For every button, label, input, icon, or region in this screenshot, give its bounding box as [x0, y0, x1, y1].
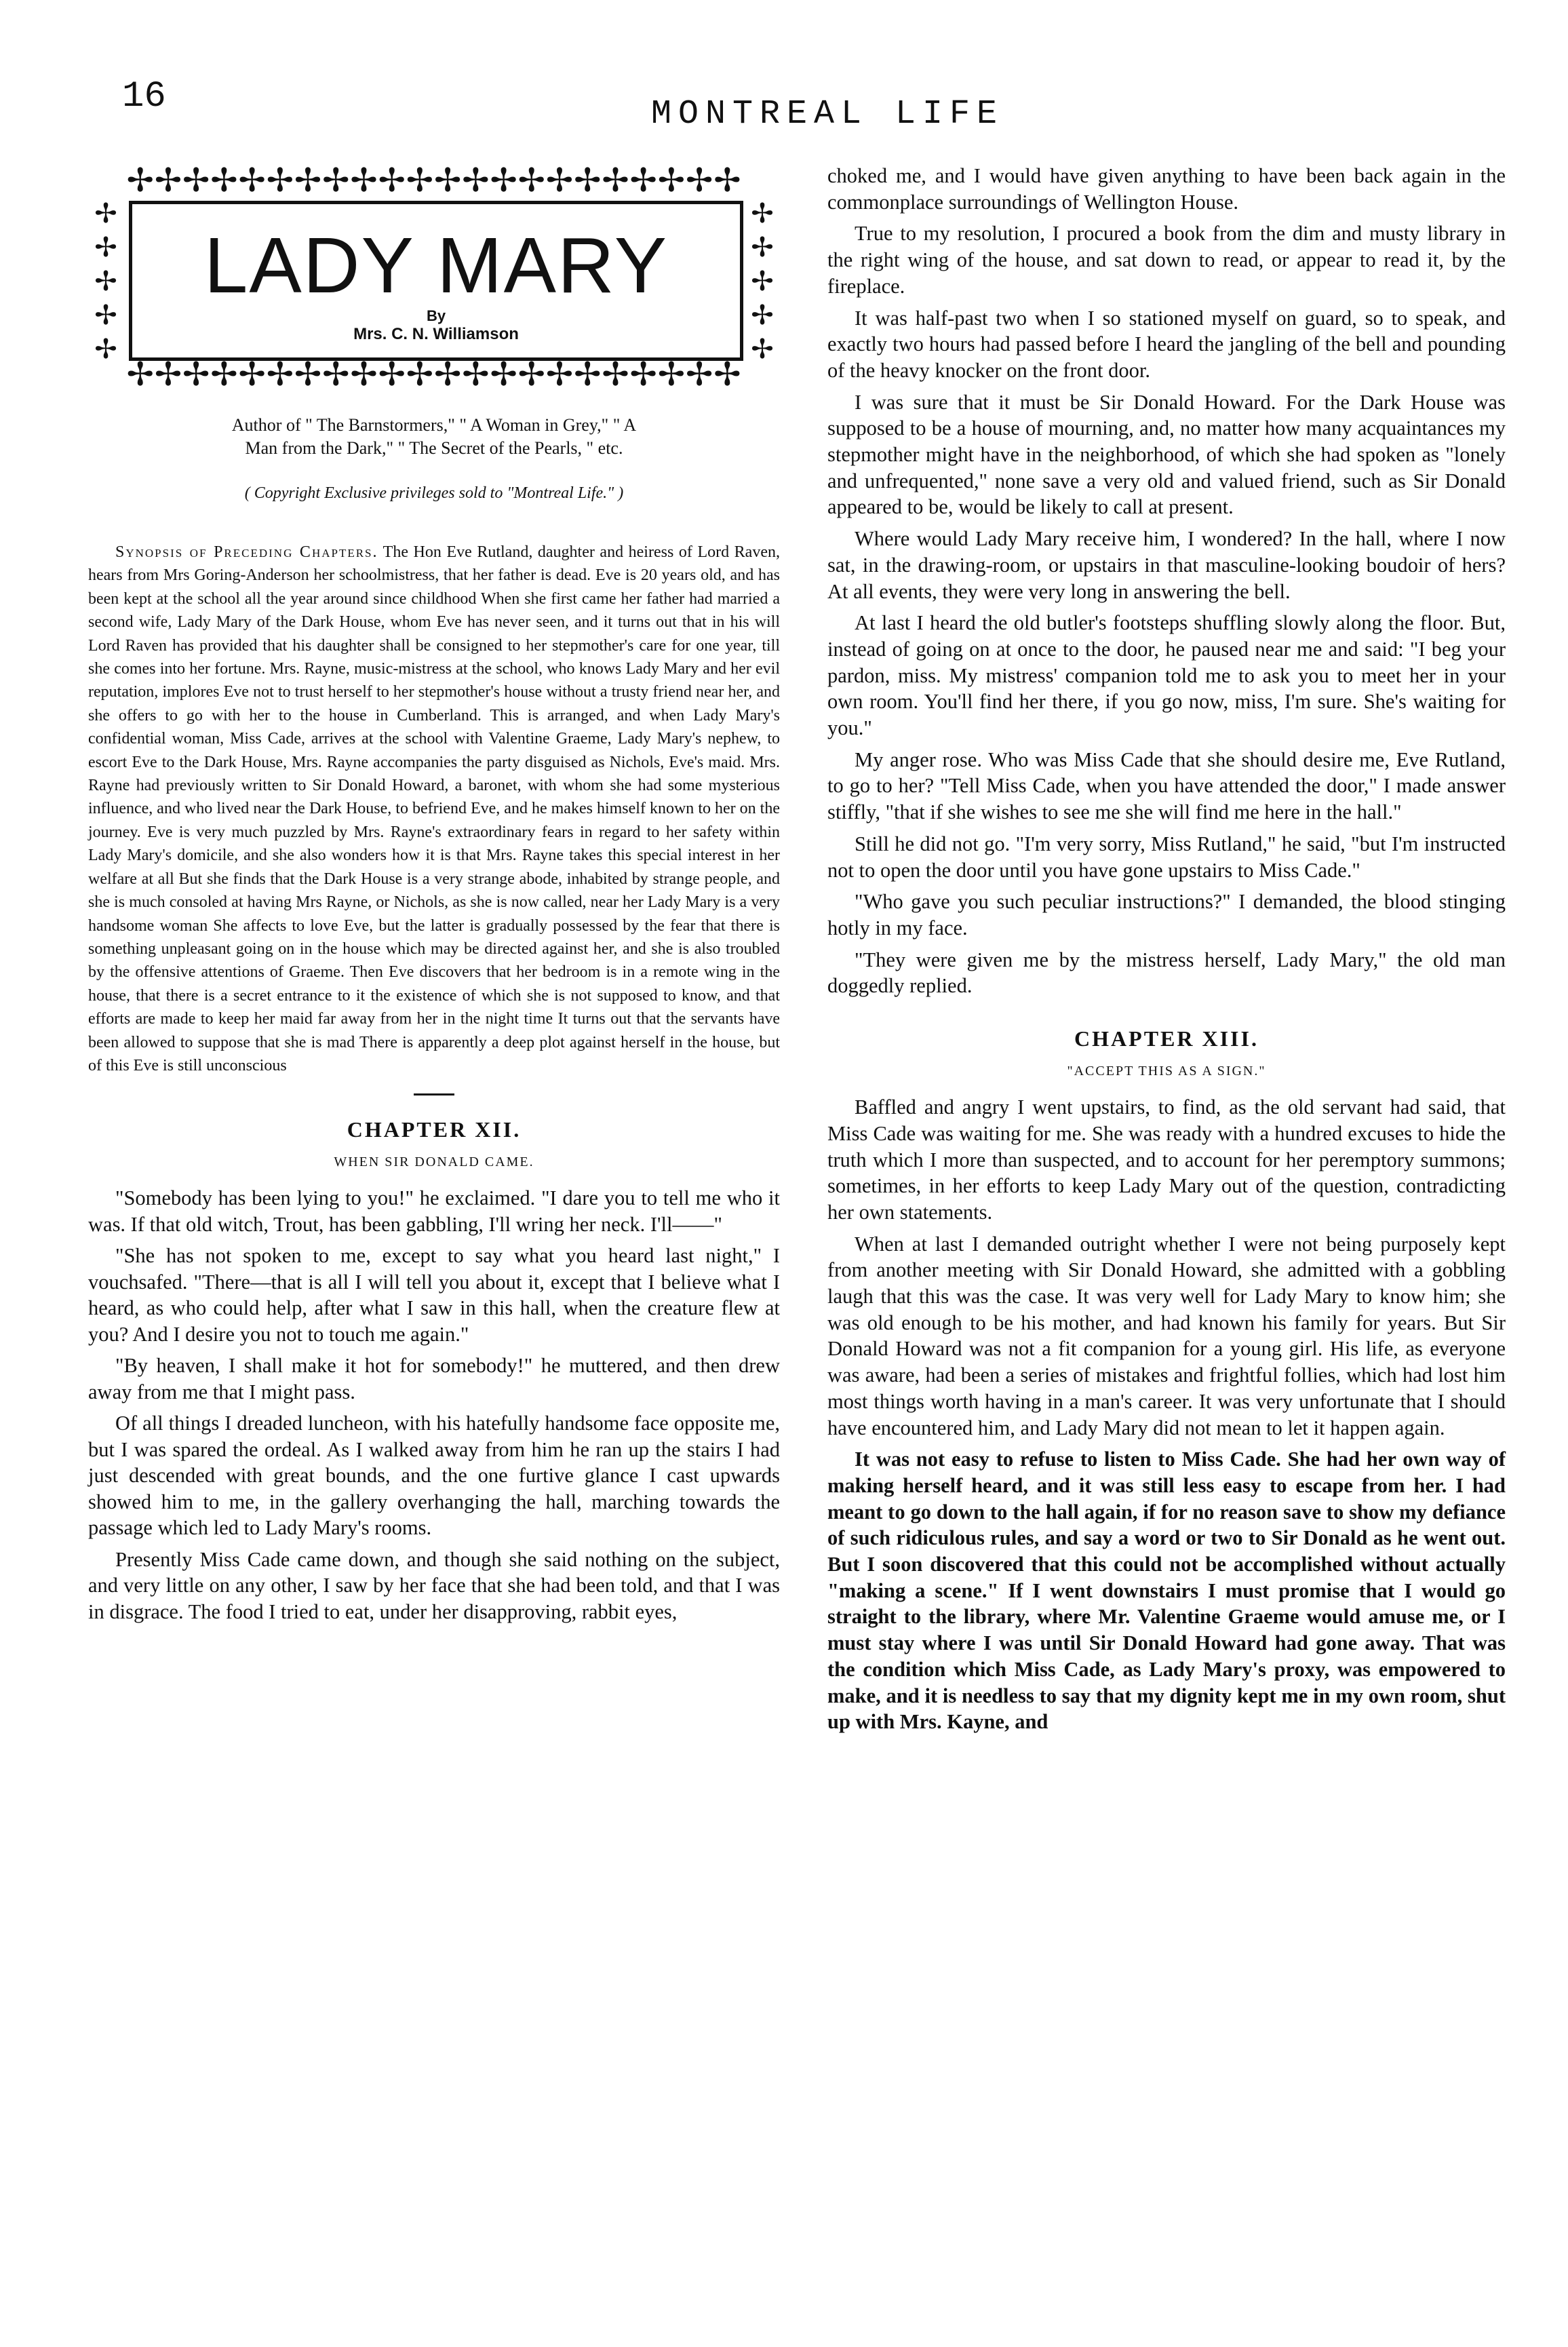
paragraph: Where would Lady Mary receive him, I wondered? In the hall, where I now sat, in the drawing-room, or upstairs in that masculine-looking boudoir of hers? At all events, they were very long in answering the bell.: [827, 527, 1506, 603]
paragraph: It was half-past two when I so stationed myself on guard, so to speak, and exactly two hours had passed before I heard the jangling of the bell and pounding of the heavy knocker on the front door.: [827, 306, 1506, 382]
paragraph: My anger rose. Who was Miss Cade that she should desire me, Eve Rutland, to go to her? "Tell Miss Cade, when you have attended the door," I made answer stiffly, "that if she wishes to see me she will find me here in the hall.": [827, 748, 1506, 824]
chapter-subtitle: "ACCEPT THIS AS A SIGN.": [1067, 1064, 1266, 1079]
ornament-border-left: ✢ ✢ ✢ ✢ ✢: [94, 198, 117, 364]
ornament-border-top: ✢✢✢✢✢✢✢✢✢✢✢✢✢✢✢✢✢✢✢✢✢✢: [126, 163, 742, 199]
page-number: 16: [122, 76, 166, 117]
paragraph: choked me, and I would have given anything to have been back again in the commonplace surroundings of Wellington House.: [827, 164, 1506, 214]
paragraph: "She has not spoken to me, except to say what you heard last night," I vouchsafed. "There—that is all I will tell you about it, except that I believe what I heard, as who could help, after what I saw in this hall, when the creature flew at you? And I desire you not to touch me again.": [88, 1244, 780, 1346]
copyright-notice: ( Copyright Exclusive privileges sold to "Montreal Life." ): [244, 484, 624, 502]
chapter-body-bold: [827, 1446, 1506, 1735]
synopsis-label: Synopsis of Preceding Chapters.: [115, 543, 378, 561]
chapter-body: [88, 1185, 780, 1625]
paragraph: "Who gave you such peculiar instructions?" I demanded, the blood stinging hotly in my face.: [827, 890, 1506, 939]
paragraph: "Somebody has been lying to you!" he exclaimed. "I dare you to tell me who it was. If that old witch, Trout, has been gabbling, I'll wring her neck. I'll——": [88, 1186, 780, 1236]
synopsis-text: The Hon Eve Rutland, daughter and heiress of Lord Raven, hears from Mrs Goring-Anderson her schoolmistress, that her father is dead. Eve is 20 years old, and has been kept at the school all the year around since childhood When she first came her father had married a second wife, Lady Mary of the Dark House, whom Eve has never seen, and it turns out that in his will Lord Raven has provided that his daughter shall be consigned to her stepmother's care for one year, till she comes into her fortune. Mrs. Rayne, music-mistress at the school, who knows Lady Mary and her evil reputation, implores Eve not to trust herself to her stepmother's house without a trusty friend near her, and she offers to go with her to the house in Cumberland. This is arranged, and when Lady Mary's confidential woman, Miss Cade, arrives at the school with Valentine Graeme, Lady Mary's nephew, to escort Eve to the Dark House, Mrs. Rayne accompanies the party disguised as Nichols, Eve's maid. Mrs. Rayne had previously written to Sir Donald Howard, a baronet, with whom she had some mysterious influence, and who lived near the Dark House, to befriend Eve, and he makes himself known to her on the journey. Eve is very much puzzled by Mrs. Rayne's extraordinary fears in regard to her safety within Lady Mary's domicile, and she also wonders how it is that Mrs. Rayne takes this special interest in her welfare at all But she finds that the Dark House is a very strange abode, inhabited by strange people, and she is much consoled at having Mrs Rayne, or Nichols, as she is now called, near her Lady Mary is a very handsome woman She affects to love Eve, but the latter is gradually possessed by the fear that there is something unpleasant going on in the house which may be directed against her, and she is also troubled by the offensive attentions of Graeme. Then Eve discovers that her bedroom is in a remote wing in the house, that there is a secret entrance to it the existence of which she is not supposed to know, and that efforts are made to keep her maid far away from her in the night time It turns out that the servants have been allowed to suppose that she is mad There is apparently a deep plot against herself in the house, but of this Eve is still unconscious: [88, 543, 780, 1074]
paragraph: Baffled and angry I went upstairs, to find, as the old servant had said, that Miss Cade was waiting for me. She was ready with a hundred excuses to hide the truth which I more than suspected, and to account for her peremptory summons; sometimes, in her efforts to keep Lady Mary out of the question, contradicting her own statements.: [827, 1095, 1506, 1224]
author-other-works: Author of " The Barnstormers," " A Woman in Grey," " A Man from the Dark," " The Secret of the Pearls, " etc.: [231, 415, 637, 458]
chapter-heading: CHAPTER XIII.: [1074, 1026, 1259, 1051]
paragraph: At last I heard the old butler's footsteps shuffling slowly along the floor. But, instead of going on at once to the door, he paused near me and said: "I beg your pardon, miss. My mistress' companion told me to ask you to meet her in your own room. You'll find her there, if you go now, miss, I'm sure. She's waiting for you.": [827, 611, 1506, 740]
right-column: [827, 163, 1506, 1741]
title-frame: [129, 201, 743, 361]
chapter-body-continued: [827, 163, 1506, 999]
chapter-heading: CHAPTER XII.: [347, 1117, 522, 1142]
synopsis: [88, 541, 780, 1077]
section-divider: [414, 1093, 454, 1095]
byline-by: By: [426, 307, 446, 324]
paragraph: Still he did not go. "I'm very sorry, Miss Rutland," he said, "but I'm instructed not to open the door until you have gone upstairs to Miss Cade.": [827, 832, 1506, 882]
paragraph: Of all things I dreaded luncheon, with his hatefully handsome face opposite me, but I was spared the ordeal. As I walked away from him he ran up the stairs I had just descended with great bounds, and the one furtive glance I cast upwards showed him to me, in the gallery overhanging the hall, marching towards the passage which led to Lady Mary's rooms.: [88, 1412, 780, 1540]
story-title: LADY MARY: [203, 221, 669, 309]
running-head: MONTREAL LIFE: [651, 95, 1004, 134]
author-name: Mrs. C. N. Williamson: [353, 325, 519, 343]
chapter-body: [827, 1094, 1506, 1441]
paragraph: It was not easy to refuse to listen to Miss Cade. She had her own way of making herself heard, and it was still less easy to escape from her. I had meant to go down to the hall again, if for no reason save to show my defiance of such ridiculous rules, and say a word or two to Sir Donald as he went out. But I soon discovered that this could not be accomplished without actually "making a scene." If I went downstairs I must promise that I would go straight to the library, where Mr. Valentine Graeme would amuse me, or I must stay where I was until Sir Donald Howard had gone away. That was the condition which Miss Cade, as Lady Mary's proxy, was empowered to make, and it is needless to say that my dignity kept me in my own room, shut up with Mrs. Kayne, and: [827, 1448, 1506, 1734]
paragraph: "By heaven, I shall make it hot for somebody!" he muttered, and then drew away from me that I might pass.: [88, 1354, 780, 1403]
ornament-border-bottom: ✢✢✢✢✢✢✢✢✢✢✢✢✢✢✢✢✢✢✢✢✢✢: [126, 357, 742, 393]
paragraph: True to my resolution, I procured a book from the dim and musty library in the right wing of the house, and sat down to read, or appear to read it, by the fireplace.: [827, 222, 1506, 298]
chapter-subtitle: WHEN SIR DONALD CAME.: [334, 1155, 534, 1170]
left-column: [88, 163, 780, 1630]
paragraph: "They were given me by the mistress herself, Lady Mary," the old man doggedly replied.: [827, 948, 1506, 998]
paragraph: I was sure that it must be Sir Donald Howard. For the Dark House was supposed to be a house of mourning, and, no matter how many acquaintances my stepmother might have in the neighborhood, of which she had spoken as "lonely and unfrequented," none save a very old and valued friend, such as Sir Donald appeared to be, would be likely to call at present.: [827, 390, 1506, 519]
paragraph: When at last I demanded outright whether I were not being purposely kept from another meeting with Sir Donald Howard, she admitted with a gobbling laugh that this was the case. It was very well for Lady Mary to know him; she was old enough to be his mother, and had known his family for years. But Sir Donald Howard was not a fit companion for a young girl. His life, as everyone was aware, had been a series of mistakes and frightful follies, which had lost him most things worth having in a man's career. It was very unfortunate that I should have encountered him, and Lady Mary did not mean to let it happen again.: [827, 1232, 1506, 1439]
ornament-border-right: ✢ ✢ ✢ ✢ ✢: [751, 198, 774, 364]
title-block: [88, 163, 780, 393]
paragraph: Presently Miss Cade came down, and though she said nothing on the subject, and very little on any other, I saw by her face that she had been told, and that I was in disgrace. The food I tried to eat, under her disapproving, rabbit eyes,: [88, 1547, 780, 1623]
